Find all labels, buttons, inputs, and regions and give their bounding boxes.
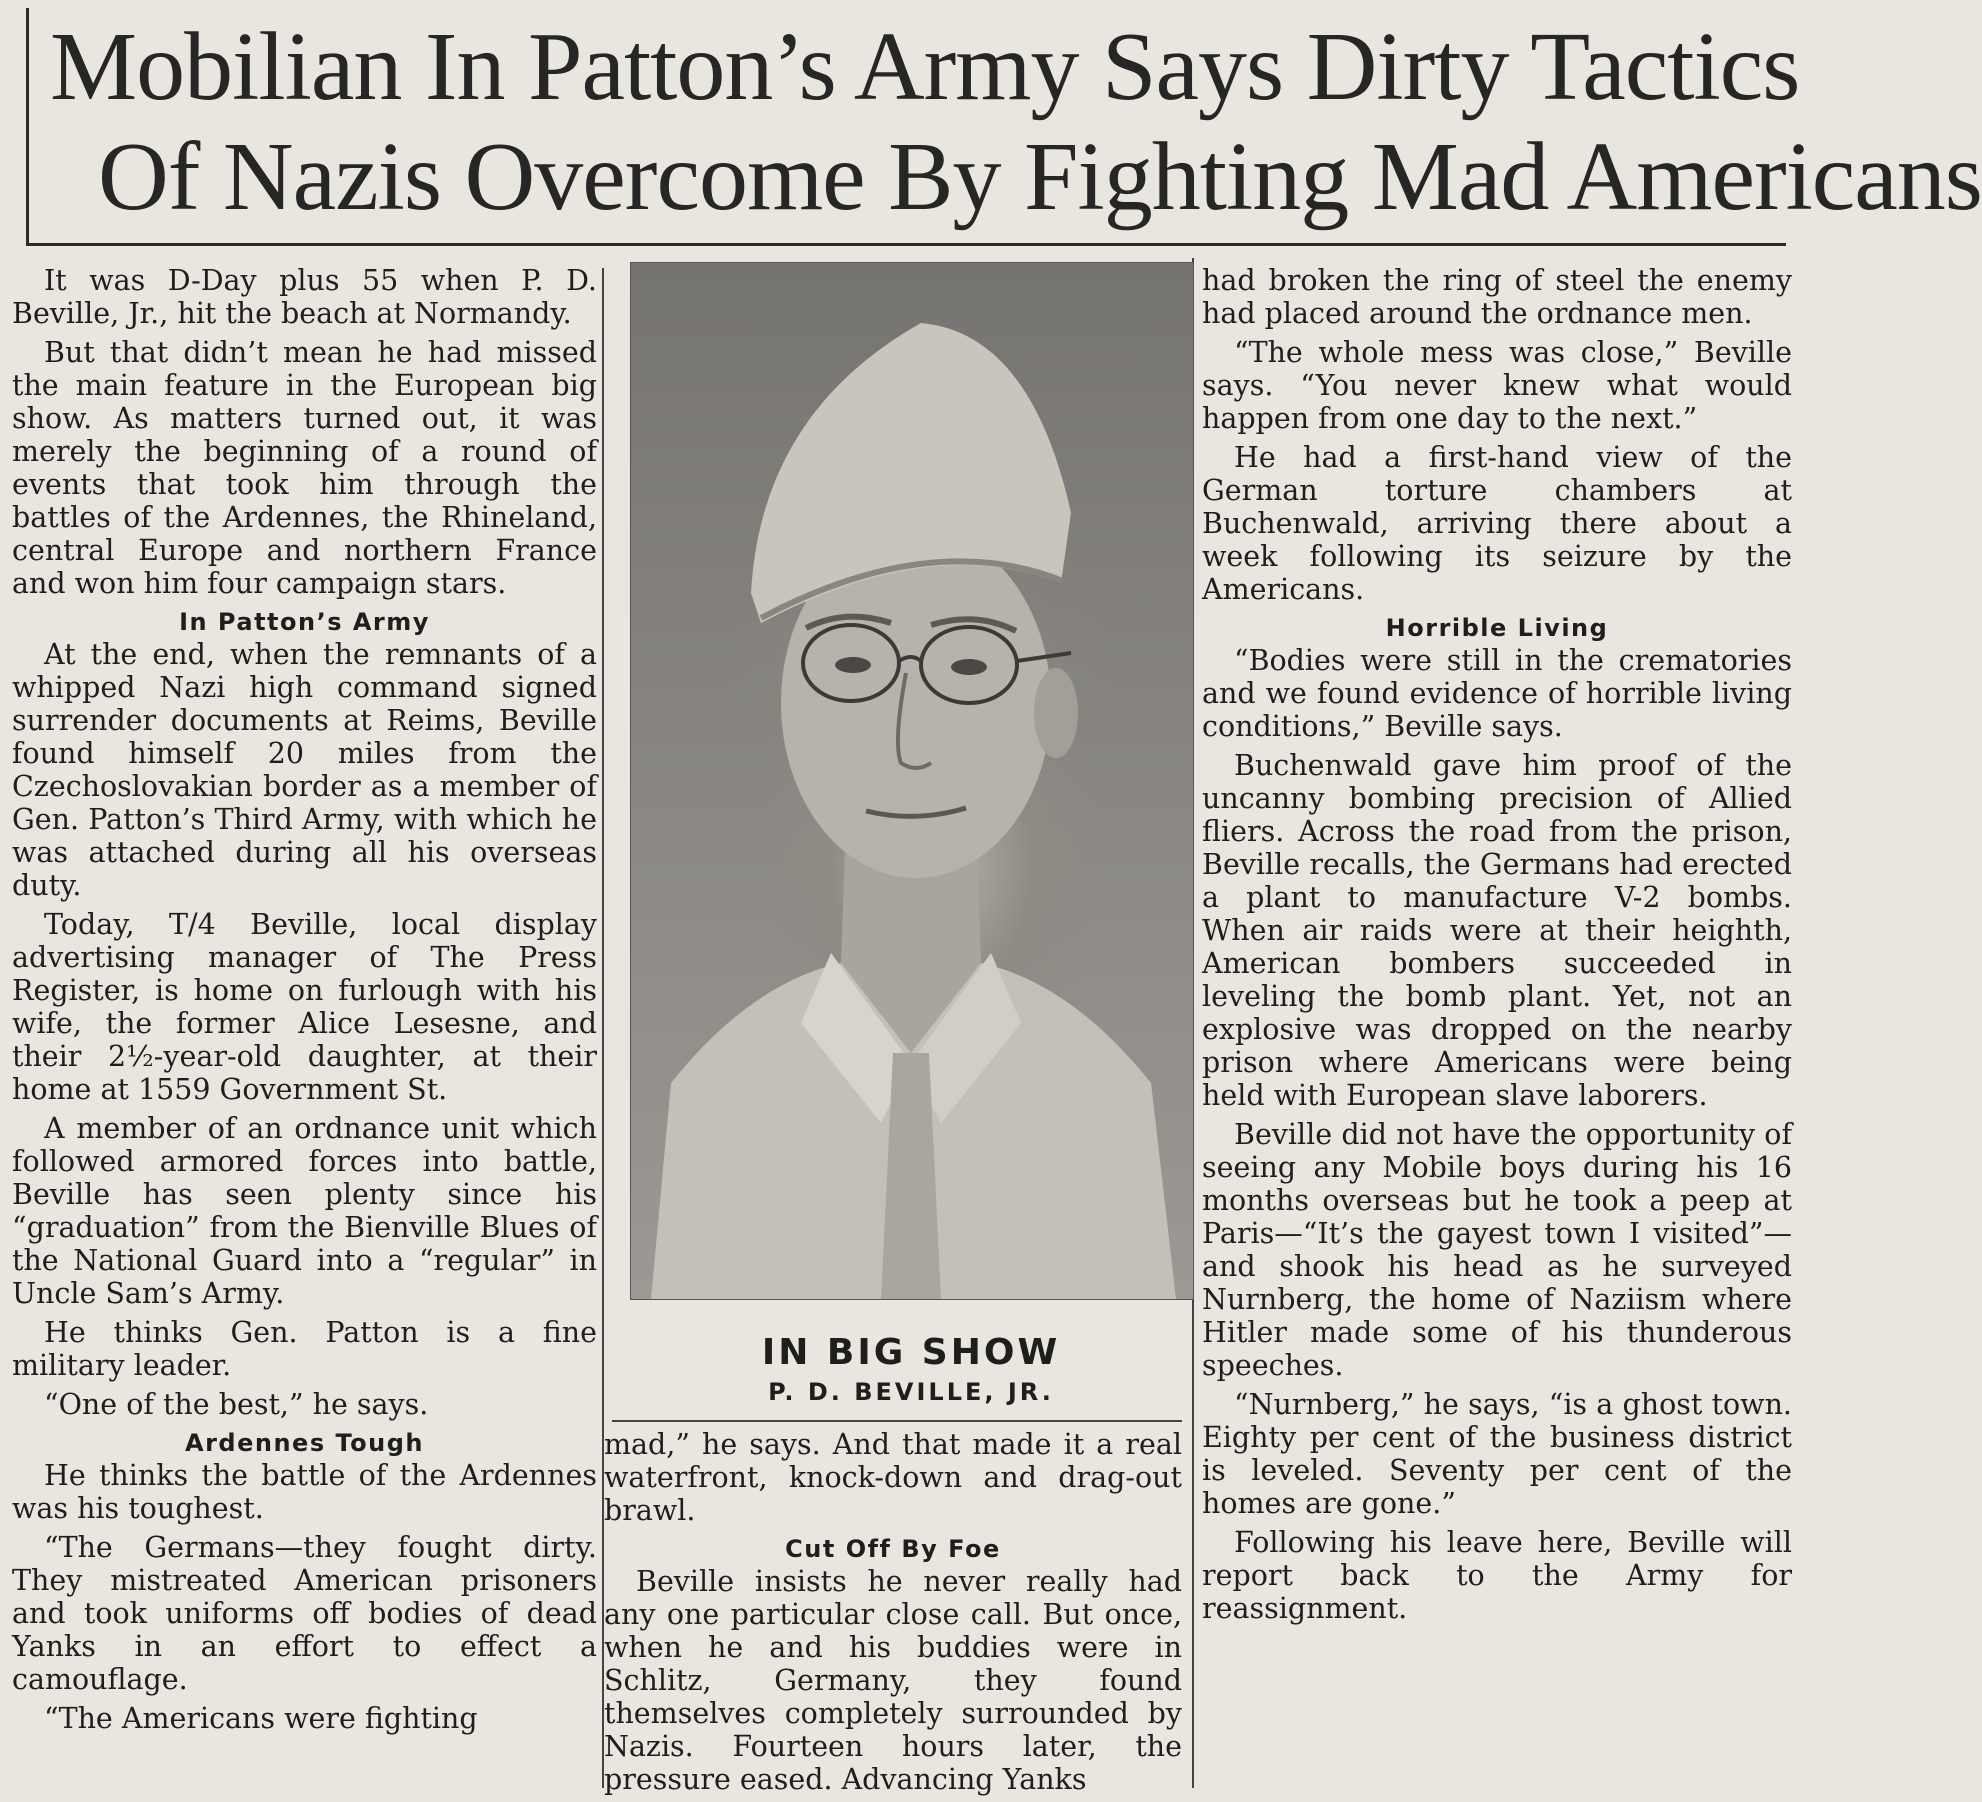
paragraph: He thinks the battle of the Ardennes was his toughest. bbox=[12, 1459, 597, 1525]
portrait-illustration bbox=[631, 263, 1193, 1299]
portrait-photo bbox=[630, 262, 1194, 1300]
paragraph: “The whole mess was close,” Beville says. “You never knew what would happen from one day to the next.” bbox=[1202, 336, 1792, 435]
paragraph: At the end, when the remnants of a whipped Nazi high command signed surrender documents at Reims, Beville found himself 20 miles from the Czechoslovakian border as a member of Gen. Patton’s Third Army, with which he was attached during all his overseas duty. bbox=[12, 638, 597, 902]
paragraph: had broken the ring of steel the enemy had placed around the ordnance men. bbox=[1202, 264, 1792, 330]
paragraph: “One of the best,” he says. bbox=[44, 1388, 429, 1421]
subheading: Cut Off By Foe bbox=[785, 1535, 1001, 1563]
article-column-3 bbox=[1202, 264, 1792, 1631]
paragraph: “The Americans were fighting bbox=[44, 1702, 478, 1735]
paragraph: mad,” he says. And that made it a real waterfront, knock-down and drag-out brawl. bbox=[604, 1428, 1182, 1527]
subheading: In Patton’s Army bbox=[179, 608, 430, 636]
paragraph: He thinks Gen. Patton is a fine military leader. bbox=[12, 1316, 597, 1382]
paragraph: “Bodies were still in the crematories and we found evidence of horrible living conditions,” Beville says. bbox=[1202, 644, 1792, 743]
subheading: Ardennes Tough bbox=[185, 1429, 424, 1457]
paragraph: Buchenwald gave him proof of the uncanny bombing precision of Allied fliers. Across the road from the prison, Beville recalls, the Germans had erected a plant to manufacture V-2 bombs. When air raids were at their heighth, American bombers succeeded in leveling the bomb plant. Yet, not an explosive was dropped on the nearby prison where Americans were being held with European slave laborers. bbox=[1202, 749, 1792, 1112]
article-column-2 bbox=[604, 1428, 1182, 1802]
paragraph: A member of an ordnance unit which followed armored forces into battle, Beville has seen plenty since his “graduation” from the Bienville Blues of the National Guard into a “regular” in Uncle Sam’s Army. bbox=[12, 1112, 597, 1310]
headline-line-2: Of Nazis Overcome By Fighting Mad Americans bbox=[98, 123, 1982, 231]
paragraph: Beville did not have the opportunity of seeing any Mobile boys during his 16 months overseas but he took a peep at Paris—“It’s the gayest town I visited”—and shook his head as he surveyed Nurnberg, the home of Naziism where Hitler made some of his thunderous speeches. bbox=[1202, 1118, 1792, 1382]
paragraph: Beville insists he never really had any one particular close call. But once, when he and his buddies were in Schlitz, Germany, they found themselves completely surrounded by Nazis. Fourteen hours later, the pressure eased. Advancing Yanks bbox=[604, 1565, 1182, 1796]
headline-line-1: Mobilian In Patton’s Army Says Dirty Tactics bbox=[50, 13, 1800, 121]
paragraph: It was D-Day plus 55 when P. D. Beville, Jr., hit the beach at Normandy. bbox=[12, 264, 597, 330]
caption-rule bbox=[612, 1420, 1182, 1422]
photo-caption-title: IN BIG SHOW bbox=[761, 1332, 1061, 1373]
subheading: Horrible Living bbox=[1385, 614, 1609, 642]
paragraph: “The Germans—they fought dirty. They mistreated American prisoners and took uniforms off bodies of dead Yanks in an effort to effect a camouflage. bbox=[12, 1531, 597, 1696]
paragraph: But that didn’t mean he had missed the main feature in the European big show. As matters turned out, it was merely the beginning of a round of events that took him through the battles of the Ardennes, the Rhineland, central Europe and northern France and won him four campaign stars. bbox=[12, 336, 597, 600]
photo-caption-name: P. D. BEVILLE, JR. bbox=[768, 1378, 1054, 1406]
paragraph: He had a first-hand view of the German torture chambers at Buchenwald, arriving there about a week following its seizure by the Americans. bbox=[1202, 441, 1792, 606]
paragraph: Following his leave here, Beville will report back to the Army for reassignment. bbox=[1202, 1526, 1792, 1625]
paragraph: Today, T/4 Beville, local display advertising manager of The Press Register, is home on furlough with his wife, the former Alice Lesesne, and their 2½-year-old daughter, at their home at 1559 Government St. bbox=[12, 908, 597, 1106]
article-column-1 bbox=[12, 264, 597, 1741]
paragraph: “Nurnberg,” he says, “is a ghost town. Eighty per cent of the business district is leveled. Seventy per cent of the homes are gone.” bbox=[1202, 1388, 1792, 1520]
